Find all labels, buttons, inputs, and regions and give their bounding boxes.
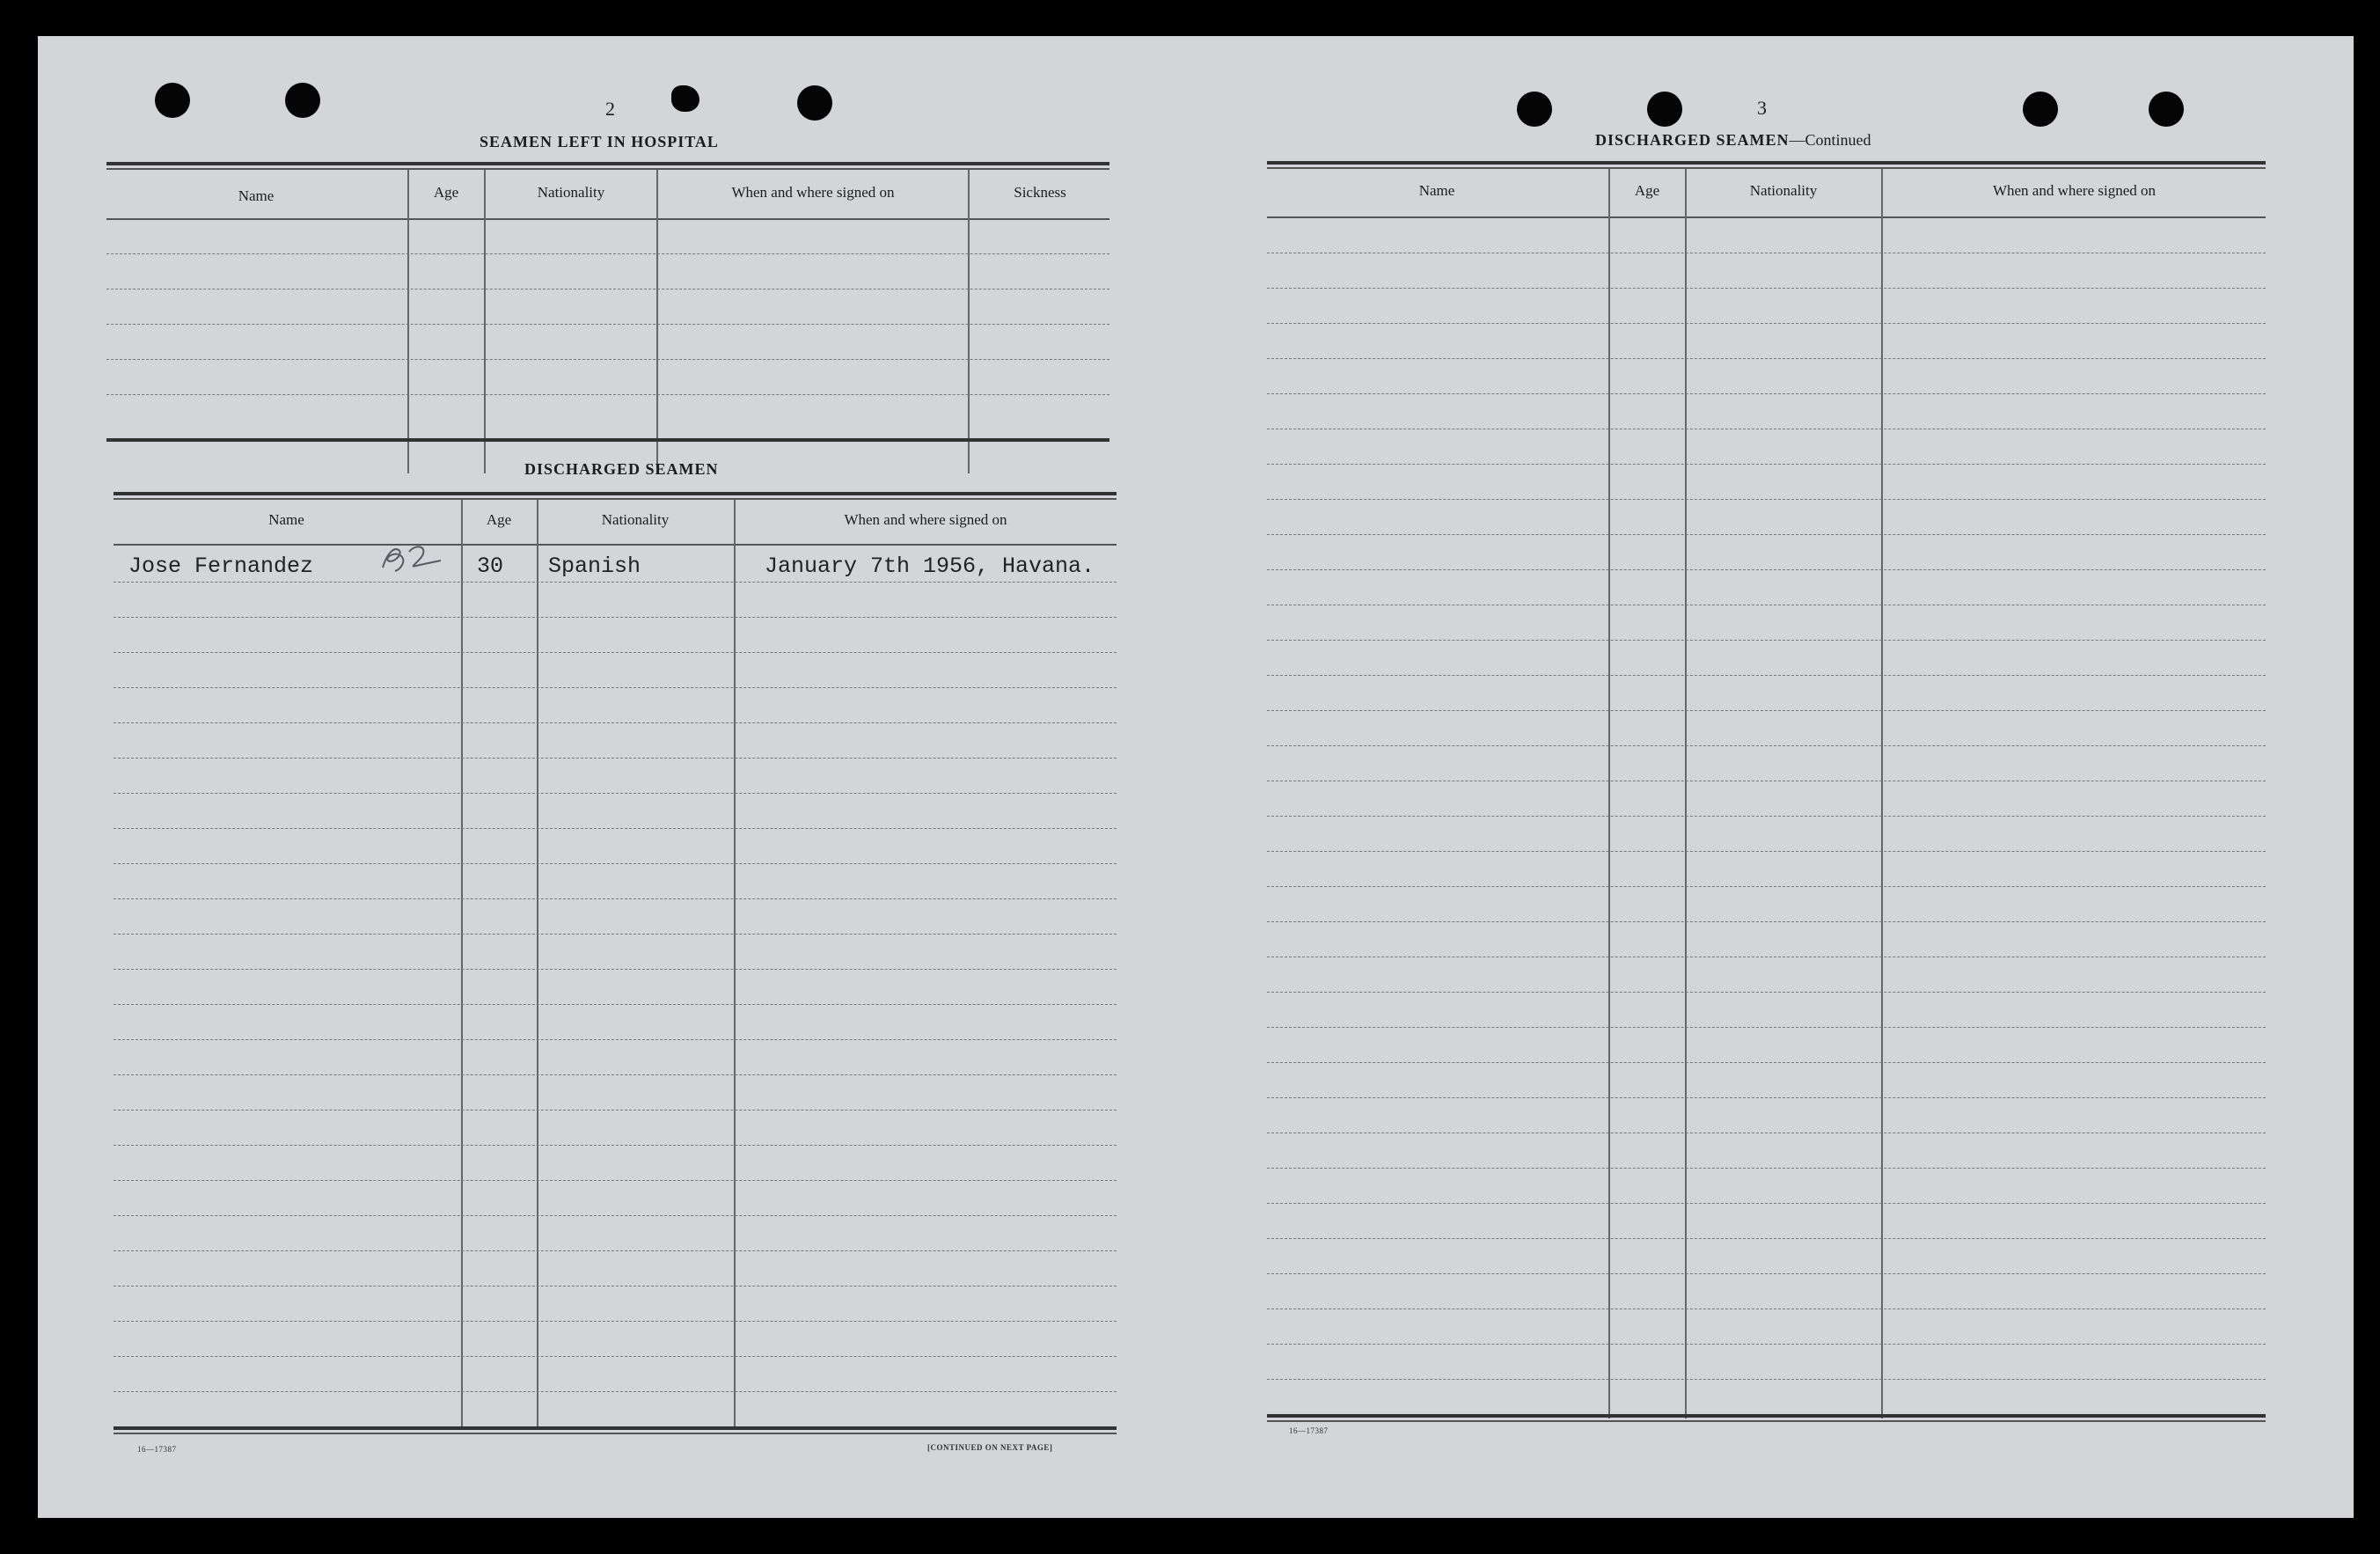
entry-line: [1267, 499, 2266, 500]
entry-line: [1267, 675, 2266, 676]
entry-line: [1267, 921, 2266, 922]
entry-line: [1267, 1203, 2266, 1204]
page-number-right: 3: [1757, 97, 1767, 119]
entry-line: [114, 652, 1117, 653]
seaman-nationality: Spanish: [548, 553, 641, 579]
entry-line: [114, 828, 1117, 829]
entry-line: [106, 253, 1109, 254]
page-number-left: 2: [605, 98, 615, 120]
entry-line: [106, 359, 1109, 360]
punch-hole: [155, 83, 190, 118]
entry-line: [1267, 1027, 2266, 1028]
entry-line: [114, 687, 1117, 688]
entry-line: [114, 863, 1117, 864]
entry-line: [114, 758, 1117, 759]
entry-line: [114, 898, 1117, 899]
discharged-col-nationality: Nationality: [601, 511, 670, 528]
entry-line: [1267, 534, 2266, 535]
entry-line: [1267, 288, 2266, 289]
hospital-col-name: Name: [238, 187, 275, 204]
ledger-sheet: [38, 36, 2354, 1518]
entry-line: [1267, 745, 2266, 746]
entry-line: [1267, 1273, 2266, 1274]
hospital-col-nationality: Nationality: [537, 184, 605, 201]
entry-line: [114, 1215, 1117, 1216]
entry-line: [106, 289, 1109, 290]
entry-line: [1267, 710, 2266, 711]
entry-line: [1267, 886, 2266, 887]
entry-line: [114, 1250, 1117, 1251]
entry-line: [114, 722, 1117, 723]
entry-line: [114, 969, 1117, 970]
discharged-col-age: Age: [486, 511, 512, 528]
entry-line: [1267, 358, 2266, 359]
entry-line: [1267, 569, 2266, 570]
punch-hole: [2149, 92, 2184, 127]
hospital-col-sickness: Sickness: [1014, 184, 1066, 201]
handwritten-initials: [374, 538, 444, 576]
punch-hole: [671, 85, 699, 112]
entry-line: [1267, 1097, 2266, 1098]
punch-hole: [797, 85, 832, 121]
seaman-name: Jose Fernandez: [128, 553, 314, 579]
entry-line: [114, 1039, 1117, 1040]
entry-line: [114, 1145, 1117, 1146]
entry-line: [1267, 1238, 2266, 1239]
continued-note: [CONTINUED ON NEXT PAGE]: [927, 1443, 1053, 1452]
entry-line: [1267, 464, 2266, 465]
hospital-section-title: SEAMEN LEFT IN HOSPITAL: [480, 133, 719, 150]
right-col-nationality: Nationality: [1749, 182, 1818, 199]
entry-line: [106, 324, 1109, 325]
hospital-col-age: Age: [433, 184, 459, 201]
entry-line: [1267, 1379, 2266, 1380]
entry-line: [1267, 1062, 2266, 1063]
entry-line: [1267, 640, 2266, 641]
entry-line: [106, 394, 1109, 395]
entry-line: [114, 1391, 1117, 1392]
punch-hole: [2023, 92, 2058, 127]
right-col-age: Age: [1634, 182, 1660, 199]
entry-line: [1267, 323, 2266, 324]
right-col-signed-on: When and where signed on: [1992, 182, 2157, 199]
form-number-right: 16—17387: [1289, 1426, 1329, 1435]
seaman-age: 30: [477, 553, 504, 579]
entry-line: [1267, 1344, 2266, 1345]
entry-line: [114, 1321, 1117, 1322]
entry-line: [1267, 393, 2266, 394]
entry-line: [114, 1004, 1117, 1005]
right-section-title: DISCHARGED SEAMEN—Continued: [1595, 131, 1871, 149]
form-number-left: 16—17387: [137, 1445, 177, 1454]
discharged-col-signed-on: When and where signed on: [844, 511, 1007, 528]
entry-line: [114, 582, 1117, 583]
entry-line: [114, 1180, 1117, 1181]
entry-line: [114, 793, 1117, 794]
entry-line: [114, 617, 1117, 618]
discharged-section-title: DISCHARGED SEAMEN: [524, 460, 719, 478]
punch-hole: [285, 83, 320, 118]
punch-hole: [1517, 92, 1552, 127]
entry-line: [1267, 992, 2266, 993]
entry-line: [1267, 1308, 2266, 1309]
punch-hole: [1647, 92, 1682, 127]
discharged-col-name: Name: [268, 511, 304, 528]
entry-line: [1267, 816, 2266, 817]
hospital-col-signed-on: When and where signed on: [731, 184, 895, 201]
entry-line: [114, 1110, 1117, 1111]
entry-line: [114, 1356, 1117, 1357]
right-col-name: Name: [1418, 182, 1455, 199]
entry-line: [114, 934, 1117, 935]
entry-line: [114, 1074, 1117, 1075]
entry-line: [1267, 851, 2266, 852]
entry-line: [1267, 1168, 2266, 1169]
seaman-signed-on: January 7th 1956, Havana.: [765, 553, 1095, 579]
